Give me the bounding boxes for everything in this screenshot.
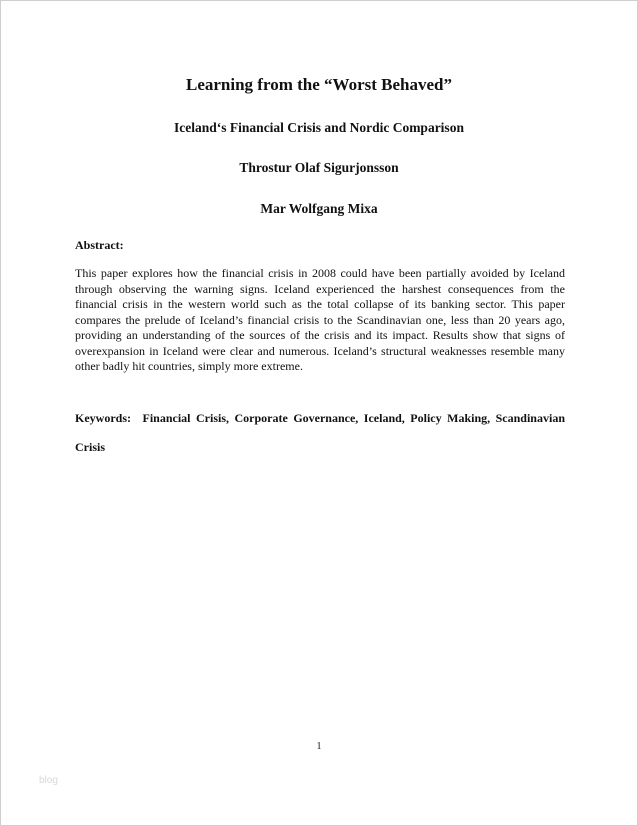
keywords-label: Keywords: xyxy=(75,411,131,425)
keywords-text: Financial Crisis, Corporate Governance, Iceland, Policy Making, Scandinavian Crisis xyxy=(75,411,565,454)
paper-title: Learning from the “Worst Behaved” xyxy=(185,75,452,94)
author-1: Throstur Olaf Sigurjonsson xyxy=(239,160,399,175)
page-number: 1 xyxy=(316,741,322,752)
abstract-heading: Abstract: xyxy=(75,238,124,252)
keywords-paragraph xyxy=(75,404,565,462)
author-2: Mar Wolfgang Mixa xyxy=(260,201,378,216)
abstract-body: This paper explores how the financial crisis in 2008 could have been partially avoided by Iceland through observing the warning signs. Iceland experienced the harshest consequences from the financial crisis in the western world such as the total collapse of its banking sector. This paper compares the prelude of Iceland’s financial crisis to the Scandinavian one, less than 20 years ago, providing an understanding of the sources of the crisis and its impact. Results show that signs of overexpansion in Iceland were clear and numerous. Iceland’s structural weaknesses resemble many other badly hit countries, simply more extreme. xyxy=(75,266,565,373)
paper-subtitle: Iceland‘s Financial Crisis and Nordic Comparison xyxy=(174,120,464,135)
watermark: blog xyxy=(39,775,58,786)
